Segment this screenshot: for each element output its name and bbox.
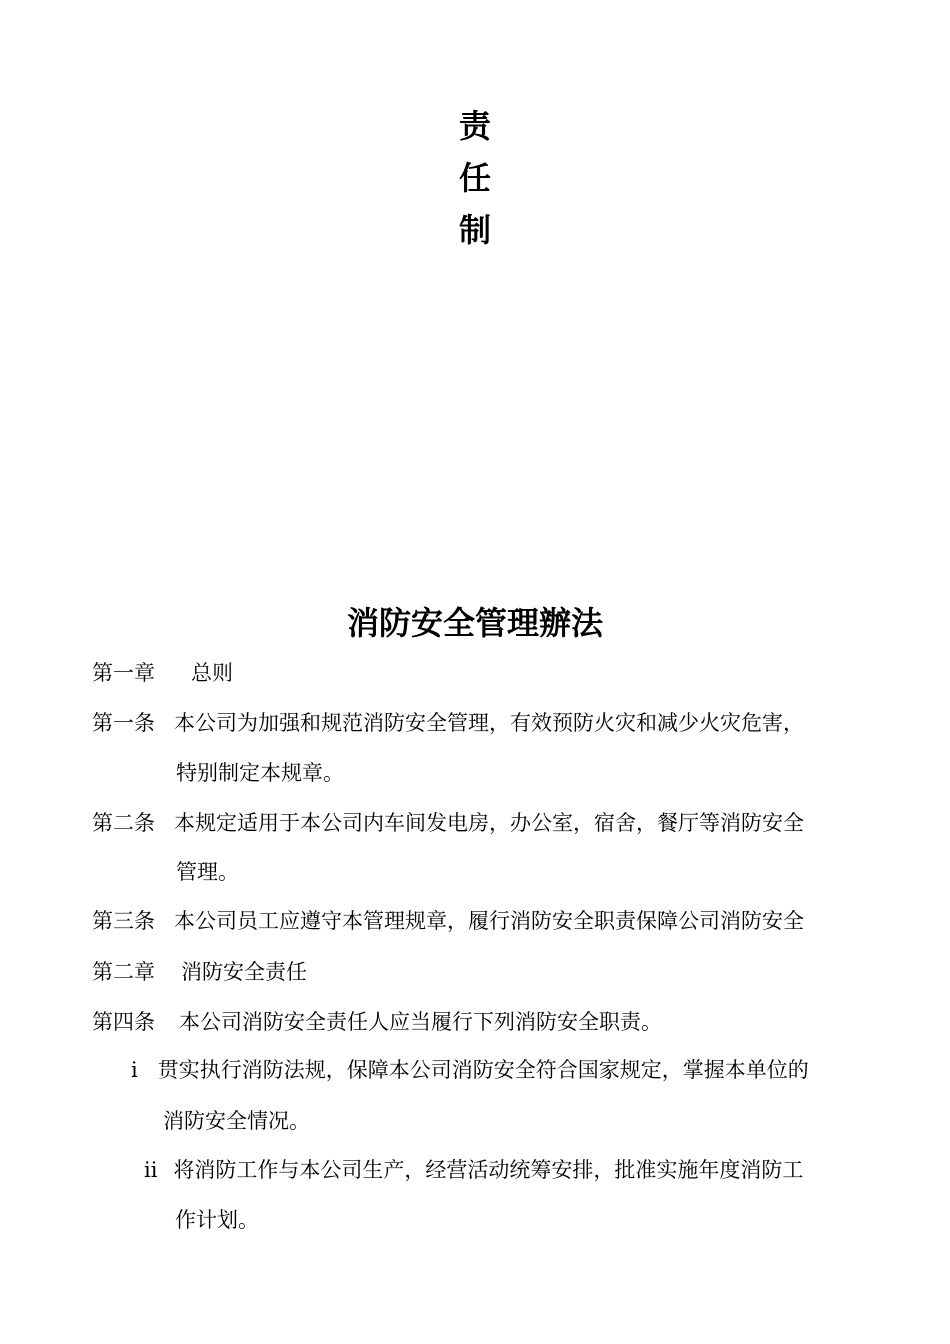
item-1-line-1 [131, 1056, 809, 1084]
title-char: 责 [458, 107, 491, 145]
article-text: 本公司消防安全责任人应当履行下列消防安全职责。 [179, 1010, 662, 1034]
article-label: 第四条 [92, 1010, 155, 1034]
chapter-2-heading [92, 958, 307, 986]
article-3-line-1 [92, 907, 804, 935]
document-heading: 消防安全管理辦法 [346, 604, 603, 642]
article-1-line-2: 特别制定本规章。 [176, 761, 344, 785]
article-2-line-2: 管理。 [176, 860, 239, 884]
chapter-title: 总则 [191, 661, 233, 685]
article-4-line-1 [92, 1008, 662, 1036]
article-label: 第二条 [92, 811, 155, 835]
item-text: 贯实执行消防法规，保障本公司消防安全符合国家规定，掌握本单位的 [157, 1058, 809, 1082]
article-2-line-1 [92, 809, 804, 837]
article-label: 第一条 [92, 711, 155, 735]
article-text: 本规定适用于本公司内车间发电房，办公室，宿舍，餐厅等消防安全 [174, 811, 804, 835]
item-1-line-2: 消防安全情况。 [163, 1109, 310, 1133]
title-char: 任 [458, 159, 491, 197]
item-text: 将消防工作与本公司生产，经营活动统筹安排，批准实施年度消防工 [173, 1158, 804, 1182]
item-2-line-1 [144, 1156, 803, 1184]
chapter-label: 第一章 [92, 661, 155, 685]
chapter-label: 第二章 [92, 960, 155, 984]
chapter-title: 消防安全责任 [181, 960, 307, 984]
article-text: 本公司为加强和规范消防安全管理，有效预防火灾和减少火灾危害， [174, 711, 804, 735]
article-1-line-1 [92, 709, 804, 737]
item-marker: ii [144, 1158, 158, 1182]
item-2-line-2: 作计划。 [175, 1208, 259, 1232]
chapter-1-heading [92, 659, 233, 687]
article-label: 第三条 [92, 909, 155, 933]
article-text: 本公司员工应遵守本管理规章，履行消防安全职责保障公司消防安全 [174, 909, 804, 933]
vertical-title [0, 100, 950, 256]
item-marker: i [131, 1058, 138, 1082]
title-char: 制 [458, 211, 491, 249]
